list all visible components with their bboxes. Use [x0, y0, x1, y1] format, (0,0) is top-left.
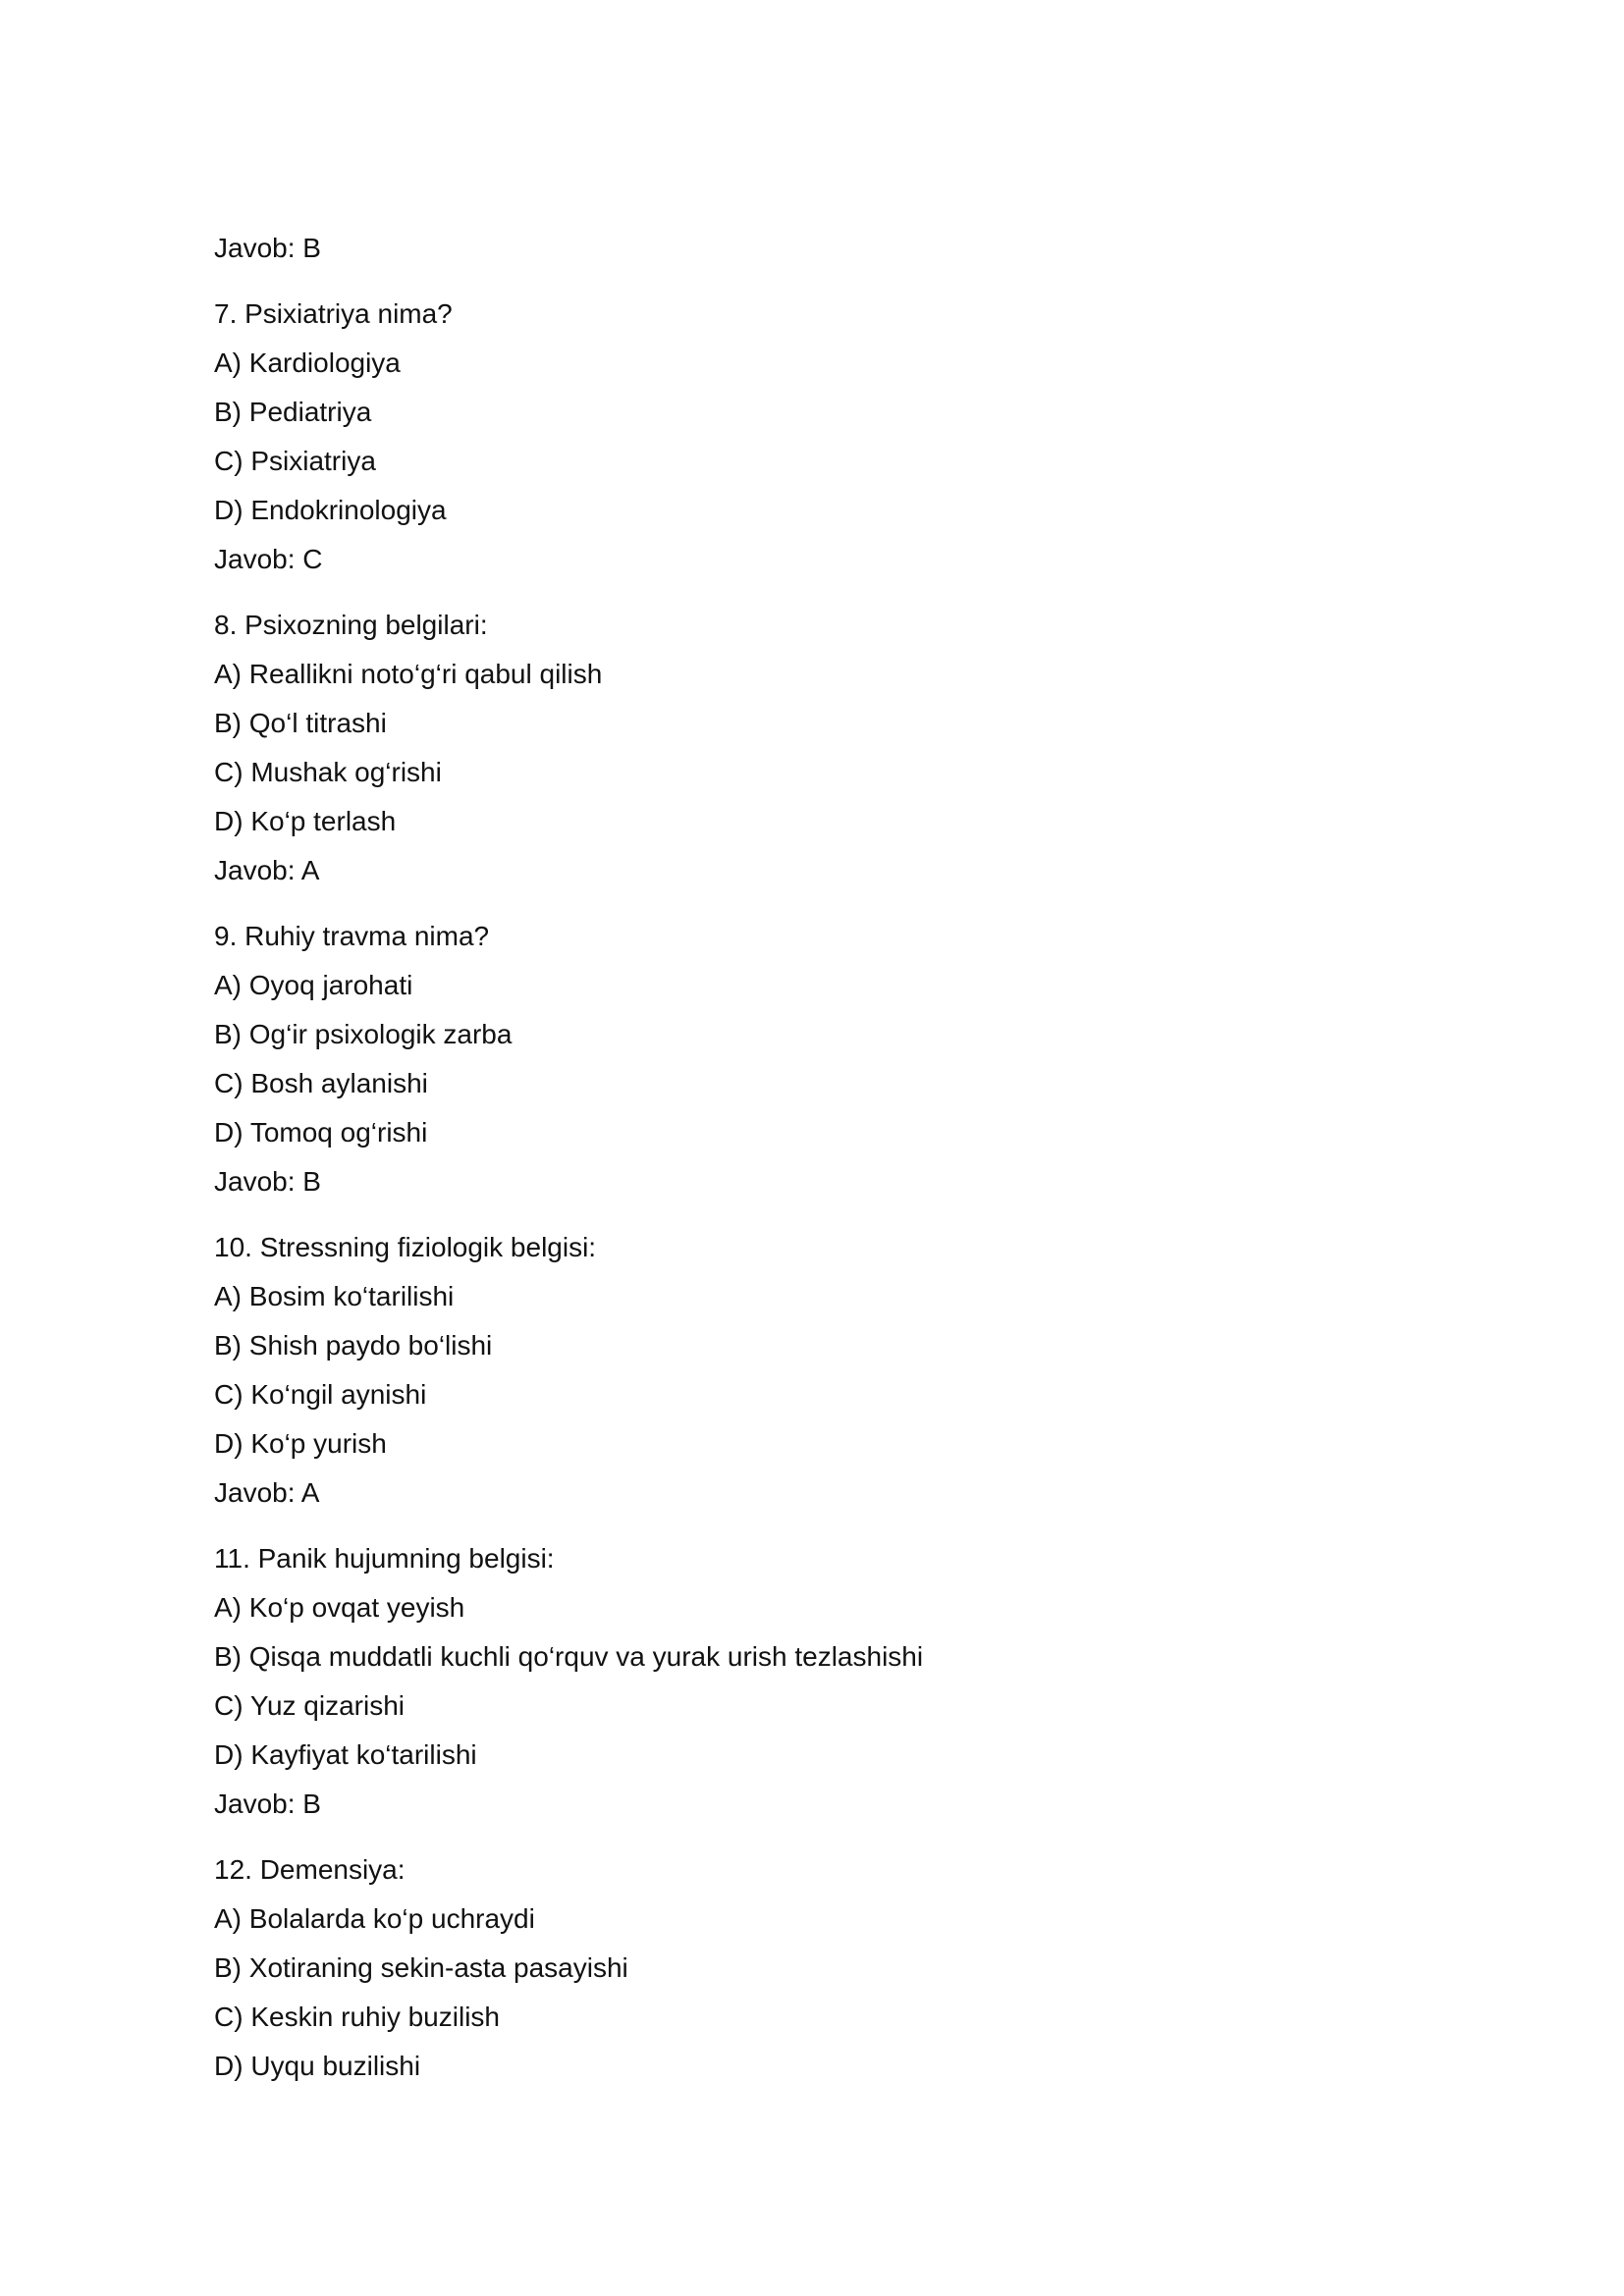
option-a: A) Kardiologiya — [214, 347, 401, 378]
option-c: C) Bosh aylanishi — [214, 1068, 428, 1098]
question-text: 12. Demensiya: — [214, 1854, 406, 1885]
option-a: A) Bosim ko‘tarilishi — [214, 1281, 455, 1311]
question-text: 8. Psixozning belgilari: — [214, 610, 488, 640]
question-text: 10. Stressning fiziologik belgisi: — [214, 1232, 597, 1262]
question-block — [214, 1845, 1441, 2091]
option-c: C) Ko‘ngil aynishi — [214, 1379, 427, 1410]
option-a: A) Ko‘p ovqat yeyish — [214, 1592, 465, 1623]
answer-line: Javob: B — [214, 1166, 321, 1197]
option-c: C) Keskin ruhiy buzilish — [214, 2002, 500, 2032]
question-block — [214, 1223, 1441, 1518]
option-d: D) Tomoq og‘rishi — [214, 1117, 428, 1148]
answer-line: Javob: B — [214, 233, 321, 263]
option-b: B) Shish paydo bo‘lishi — [214, 1330, 493, 1361]
option-d: D) Ko‘p terlash — [214, 806, 397, 836]
option-d: D) Endokrinologiya — [214, 495, 447, 525]
option-a: A) Oyoq jarohati — [214, 970, 413, 1000]
option-c: C) Mushak og‘rishi — [214, 757, 442, 787]
question-text: 9. Ruhiy travma nima? — [214, 921, 490, 951]
option-b: B) Xotiraning sekin-asta pasayishi — [214, 1952, 628, 1983]
option-b: B) Qo‘l titrashi — [214, 708, 387, 738]
question-block — [214, 601, 1441, 895]
option-d: D) Uyqu buzilishi — [214, 2051, 421, 2081]
question-block — [214, 290, 1441, 584]
question-block — [214, 912, 1441, 1206]
answer-line: Javob: B — [214, 1789, 321, 1819]
answer-line: Javob: C — [214, 544, 323, 574]
answer-line: Javob: A — [214, 855, 320, 885]
option-c: C) Yuz qizarishi — [214, 1690, 406, 1721]
quiz-content — [214, 224, 1441, 2091]
option-a: A) Bolalarda ko‘p uchraydi — [214, 1903, 535, 1934]
question-text: 7. Psixiatriya nima? — [214, 298, 453, 329]
option-c: C) Psixiatriya — [214, 446, 376, 476]
option-b: B) Qisqa muddatli kuchli qo‘rquv va yurak urish tezlashishi — [214, 1641, 924, 1672]
option-d: D) Ko‘p yurish — [214, 1428, 387, 1459]
answer-line: Javob: A — [214, 1477, 320, 1508]
option-d: D) Kayfiyat ko‘tarilishi — [214, 1739, 477, 1770]
option-b: B) Pediatriya — [214, 397, 372, 427]
question-block — [214, 1534, 1441, 1829]
option-b: B) Og‘ir psixologik zarba — [214, 1019, 513, 1049]
option-a: A) Reallikni noto‘g‘ri qabul qilish — [214, 659, 603, 689]
question-text: 11. Panik hujumning belgisi: — [214, 1543, 555, 1574]
